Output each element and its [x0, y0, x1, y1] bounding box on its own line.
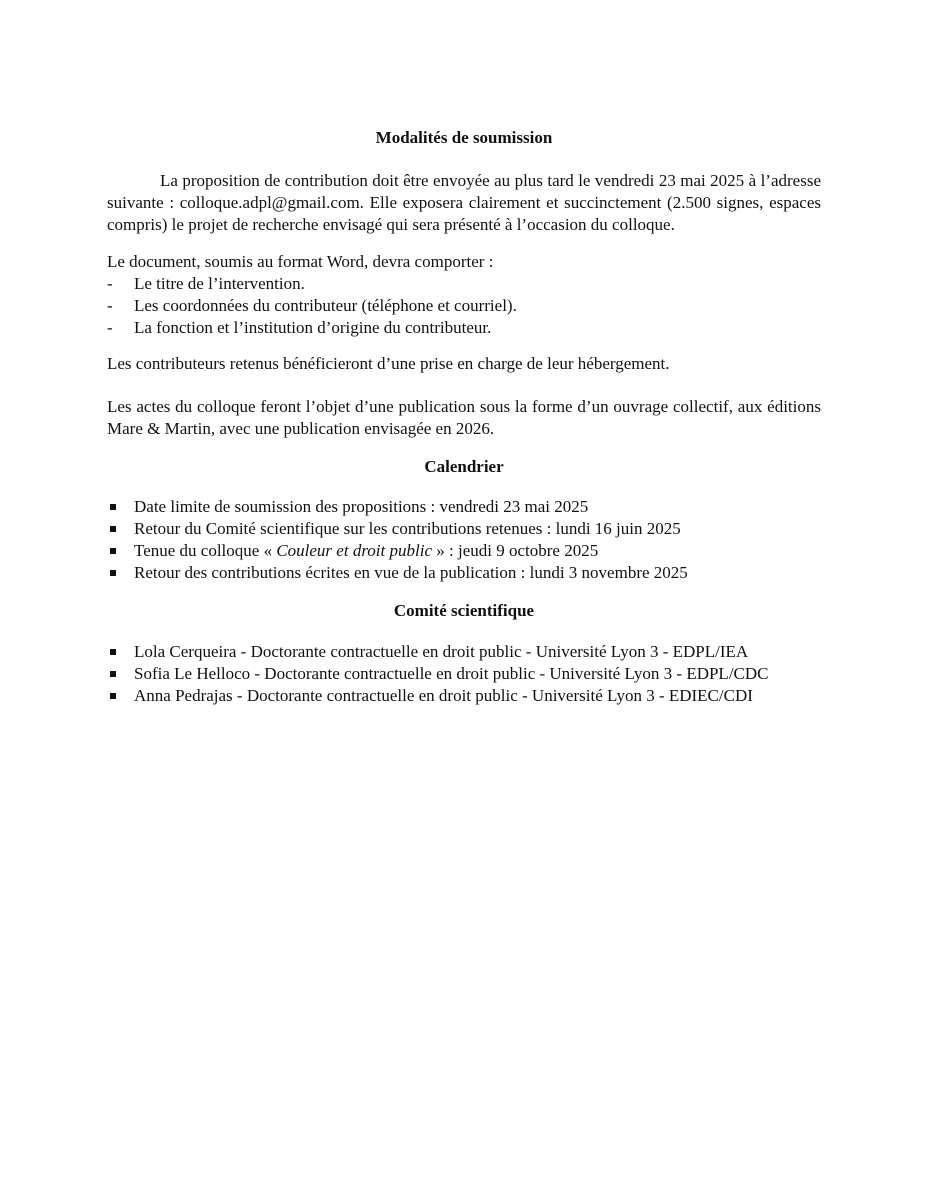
list-item: [107, 685, 821, 707]
square-bullet-icon: [110, 526, 116, 532]
calendar-item-text: Retour du Comité scientifique sur les contributions retenues : lundi 16 juin 2025: [134, 519, 681, 538]
committee-section: [107, 600, 821, 622]
committee-list-block: [107, 641, 821, 707]
square-bullet-icon: [110, 649, 116, 655]
calendar-list-block: [107, 496, 821, 584]
calendar-list: [107, 496, 821, 584]
square-bullet-icon: [110, 693, 116, 699]
committee-list: [107, 641, 821, 707]
calendar-item-prefix: Tenue du colloque «: [134, 541, 277, 560]
committee-heading: Comité scientifique: [393, 601, 535, 620]
submission-paragraph-deadline: [107, 170, 821, 236]
dash-marker: -: [107, 274, 113, 293]
requirements-intro: Le document, soumis au format Word, devra comporter :: [107, 252, 494, 271]
square-bullet-icon: [110, 548, 116, 554]
calendar-heading: Calendrier: [424, 457, 504, 476]
requirement-text: Les coordonnées du contributeur (téléphone et courriel).: [134, 296, 517, 315]
submission-deadline-text: La proposition de contribution doit être envoyée au plus tard le vendredi 23 mai 2025 à l’adresse suivante : colloque.adpl@gmail.com. Elle exposera clairement et succinctement (2.500 signes, espaces compris) le projet de recherche envisagé qui sera présenté à l’occasion du colloque.: [107, 171, 821, 234]
accommodation-text: Les contributeurs retenus bénéficieront d’une prise en charge de leur hébergement.: [107, 354, 670, 373]
submission-requirements: [107, 251, 821, 339]
requirement-text: Le titre de l’intervention.: [134, 274, 305, 293]
accommodation-paragraph: [107, 353, 821, 375]
dash-marker: -: [107, 296, 113, 315]
calendar-item-text: Retour des contributions écrites en vue de la publication : lundi 3 novembre 2025: [134, 563, 688, 582]
requirements-list: [107, 273, 821, 339]
square-bullet-icon: [110, 671, 116, 677]
submission-section: [107, 127, 821, 149]
calendar-section: [107, 456, 821, 478]
publication-text: Les actes du colloque feront l’objet d’une publication sous la forme d’un ouvrage collectif, aux éditions Mare & Martin, avec une publication envisagée en 2026.: [107, 397, 821, 438]
list-item: [107, 540, 821, 562]
list-item: [107, 496, 821, 518]
list-item: [107, 295, 821, 317]
committee-member: Lola Cerqueira - Doctorante contractuelle en droit public - Université Lyon 3 - EDPL/IEA: [134, 642, 749, 661]
list-item: [107, 273, 821, 295]
list-item: [107, 641, 821, 663]
requirement-text: La fonction et l’institution d’origine du contributeur.: [134, 318, 492, 337]
list-item: [107, 663, 821, 685]
square-bullet-icon: [110, 504, 116, 510]
calendar-item-suffix: » : jeudi 9 octobre 2025: [432, 541, 599, 560]
square-bullet-icon: [110, 570, 116, 576]
calendar-item-text: Date limite de soumission des propositions : vendredi 23 mai 2025: [134, 497, 589, 516]
dash-marker: -: [107, 318, 113, 337]
committee-member: Sofia Le Helloco - Doctorante contractuelle en droit public - Université Lyon 3 - EDPL/CDC: [134, 664, 769, 683]
list-item: [107, 562, 821, 584]
colloquium-title: Couleur et droit public: [276, 541, 432, 560]
submission-heading: Modalités de soumission: [375, 128, 553, 147]
committee-member: Anna Pedrajas - Doctorante contractuelle en droit public - Université Lyon 3 - EDIEC/CDI: [134, 686, 753, 705]
list-item: [107, 317, 821, 339]
publication-paragraph: [107, 396, 821, 440]
list-item: [107, 518, 821, 540]
